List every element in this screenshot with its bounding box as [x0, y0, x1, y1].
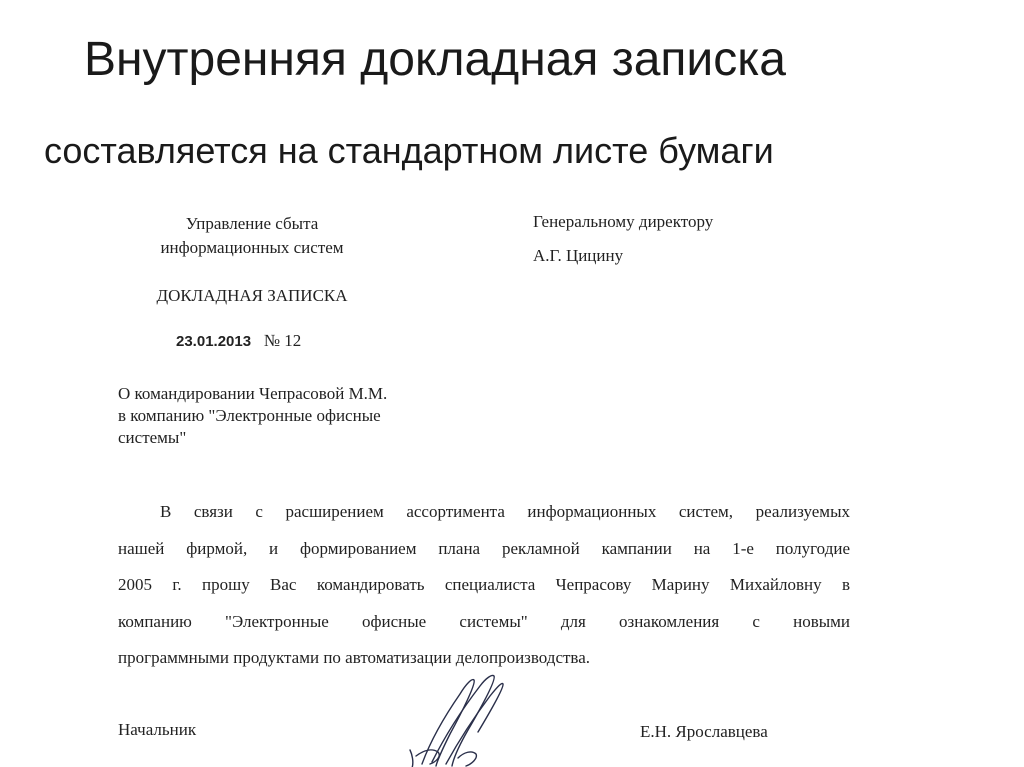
document-type: ДОКЛАДНАЯ ЗАПИСКА: [156, 286, 348, 305]
date-number-line: [176, 331, 301, 351]
signature-icon: [402, 672, 514, 767]
body-paragraph: [118, 494, 850, 677]
recipient-line-2: А.Г. Цицину: [533, 246, 624, 265]
body-line: 2005 г. прошу Вас командировать специалиста Чепрасову Марину Михайловну в: [118, 575, 850, 594]
sender-line-2: информационных систем: [160, 238, 344, 257]
body-line: В связи с расширением ассортимента информационных систем, реализуемых: [160, 502, 850, 521]
subject-line-3: системы": [118, 428, 187, 447]
body-line: компанию "Электронные офисные системы" для ознакомления с новыми: [118, 611, 850, 631]
body-line: нашей фирмой, и формированием плана рекламной кампании на 1-е полугодие: [118, 538, 850, 558]
recipient-line-1: Генеральному директору: [533, 212, 714, 231]
sender-line-1: Управление сбыта: [185, 214, 319, 233]
document-number: № 12: [263, 331, 302, 350]
subject-line-1: О командировании Чепрасовой М.М.: [118, 384, 388, 403]
slide-subtitle: составляется на стандартном листе бумаги: [44, 130, 774, 171]
slide-title: Внутренняя докладная записка: [84, 33, 786, 86]
body-line: программными продуктами по автоматизации делопроизводства.: [118, 648, 591, 667]
subject-line-2: в компанию "Электронные офисные: [118, 406, 381, 425]
document-date: 23.01.2013: [176, 333, 252, 350]
signer-title: Начальник: [118, 720, 197, 739]
signer-name: Е.Н. Ярославцева: [640, 722, 768, 741]
